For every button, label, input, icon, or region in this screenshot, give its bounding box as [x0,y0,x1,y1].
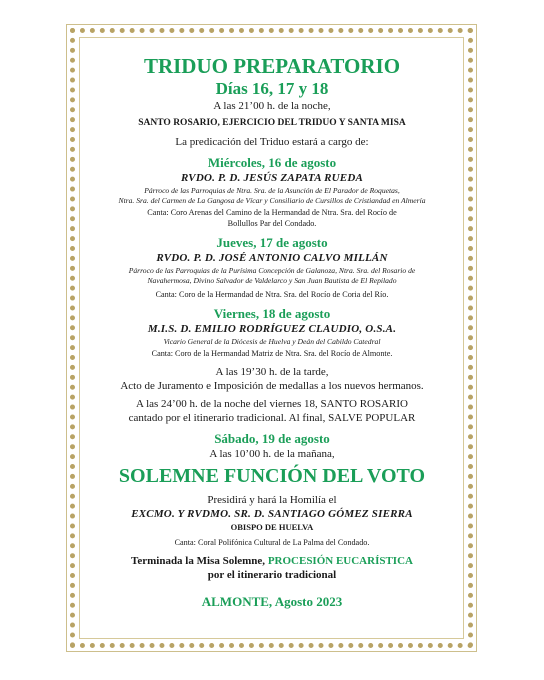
procession-line [80,554,464,568]
preacher-desc: Párroco de las Parroquias de la Purísima Concepción de Galanoza, Ntra. Sra. del Rosario de [128,266,416,275]
preacher-desc: Navahermosa, Divino Salvador de Valdelarco y San Juan Bautista de El Repilado [147,276,397,285]
bishop-title: OBISPO DE HUELVA [230,522,314,532]
preacher-name: RVDO. P. D. JOSÉ ANTONIO CALVO MILLÁN [156,252,388,264]
procession-route: por el itinerario tradicional [207,569,337,581]
preacher-name: RVDO. P. D. JESÚS ZAPATA RUEDA [180,172,364,184]
event-line: Acto de Juramento e Imposición de medallas a los nuevos hermanos. [120,380,424,392]
triduo-time: A las 21’00 h. de la noche, [213,100,331,112]
day-heading: Jueves, 17 de agosto [216,235,328,250]
procession-text: Terminada la Misa Solemne, [131,555,268,567]
day-heading: Miércoles, 16 de agosto [207,155,337,170]
day-heading: Sábado, 19 de agosto [214,431,330,446]
page-title: TRIDUO PREPARATORIO [143,54,401,78]
preacher-name: M.I.S. D. EMILIO RODRÍGUEZ CLAUDIO, O.S.A. [147,323,397,335]
event-line: A las 19’30 h. de la tarde, [215,366,329,378]
preacher-desc: Párroco de las Parroquias de Ntra. Sra. de la Asunción de El Parador de Roquetas, [144,186,400,195]
day-heading: Viernes, 18 de agosto [213,306,331,321]
footer-place-date: ALMONTE, Agosto 2023 [201,594,343,609]
choir-line: Canta: Coro de la Hermandad de Ntra. Sra. del Rocío de Coria del Río. [155,290,389,299]
choir-line: Canta: Coro Arenas del Camino de la Hermandad de Ntra. Sra. del Rocío de [147,208,397,217]
bishop-name: EXCMO. Y RVDMO. SR. D. SANTIAGO GÓMEZ SIERRA [131,508,413,520]
triduo-dates: Días 16, 17 y 18 [215,79,329,98]
procession-highlight: PROCESIÓN EUCARÍSTICA [267,555,413,567]
main-function-title: SOLEMNE FUNCIÓN DEL VOTO [118,465,426,487]
presides-line: Presidirá y hará la Homilía el [207,494,337,506]
choir-line: Bollullos Par del Condado. [227,219,317,228]
preaching-intro: La predicación del Triduo estará a cargo de: [175,136,369,148]
function-time: A las 10’00 h. de la mañana, [209,448,335,460]
announcement [80,54,464,610]
event-line: A las 24’00 h. de la noche del viernes 18, SANTO ROSARIO [135,398,408,410]
preacher-desc: Vicario General de la Diócesis de Huelva y Deán del Cabildo Catedral [163,337,381,346]
preacher-desc: Ntra. Sra. del Carmen de La Gangosa de Vícar y Consiliario de Cursillos de Cristiandad en Almería [118,196,426,205]
choir-line: Canta: Coro de la Hermandad Matriz de Ntra. Sra. del Rocío de Almonte. [151,349,393,358]
triduo-acts: SANTO ROSARIO, EJERCICIO DEL TRIDUO Y SANTA MISA [138,118,406,128]
choir-line: Canta: Coral Polifónica Cultural de La Palma del Condado. [174,538,370,547]
event-line: cantado por el itinerario tradicional. Al final, SALVE POPULAR [128,412,416,424]
